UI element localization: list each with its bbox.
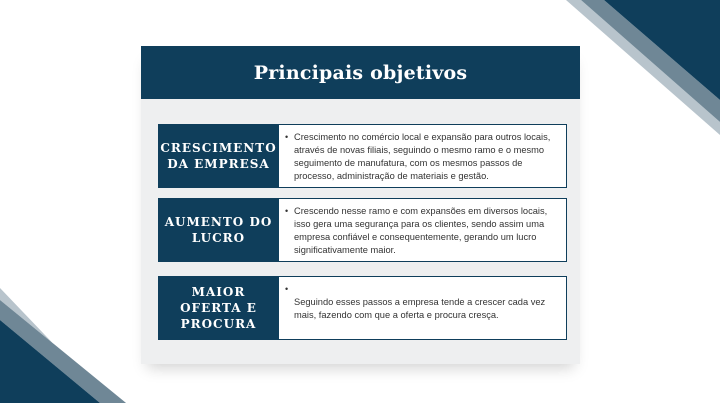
objective-label <box>158 198 279 262</box>
bullet-icon: • <box>285 206 289 216</box>
objective-description-box <box>279 276 567 340</box>
objective-row-supply-demand <box>158 276 567 340</box>
bullet-icon: • <box>285 284 289 294</box>
objective-label <box>158 124 279 188</box>
card-title: Principais objetivos <box>141 46 580 99</box>
objective-label-line: DA EMPRESA <box>167 157 270 171</box>
objective-label-line: OFERTA E <box>180 301 257 315</box>
objective-label-line: MAIOR <box>191 285 246 299</box>
objective-description-box <box>279 198 567 262</box>
objective-description: Crescimento no comércio local e expansão para outros locais, através de novas filiais, seguindo o mesmo ramo e o mesmo seguimento de manufatura, com os mesmos passos de processo, administração de materiais e gestão. <box>294 132 551 181</box>
objective-label-line: LUCRO <box>191 231 246 245</box>
objective-label <box>158 276 279 340</box>
objective-description: Seguindo esses passos a empresa tende a crescer cada vez mais, fazendo com que a oferta e procura cresça. <box>294 297 546 320</box>
bullet-icon: • <box>285 132 289 142</box>
objective-row-growth <box>158 124 567 188</box>
objective-label-line: CRESCIMENTO <box>160 141 277 155</box>
objective-label-line: PROCURA <box>180 317 257 331</box>
objective-row-profit <box>158 198 567 262</box>
objective-description: Crescendo nesse ramo e com expansões em diversos locais, isso gera uma segurança para os clientes, sendo assim uma empresa confiável e consequentemente, gerando um lucro significativamente maior. <box>294 206 548 255</box>
objective-description-box <box>279 124 567 188</box>
objectives-card <box>141 46 580 364</box>
objective-label-line: AUMENTO DO <box>164 215 273 229</box>
